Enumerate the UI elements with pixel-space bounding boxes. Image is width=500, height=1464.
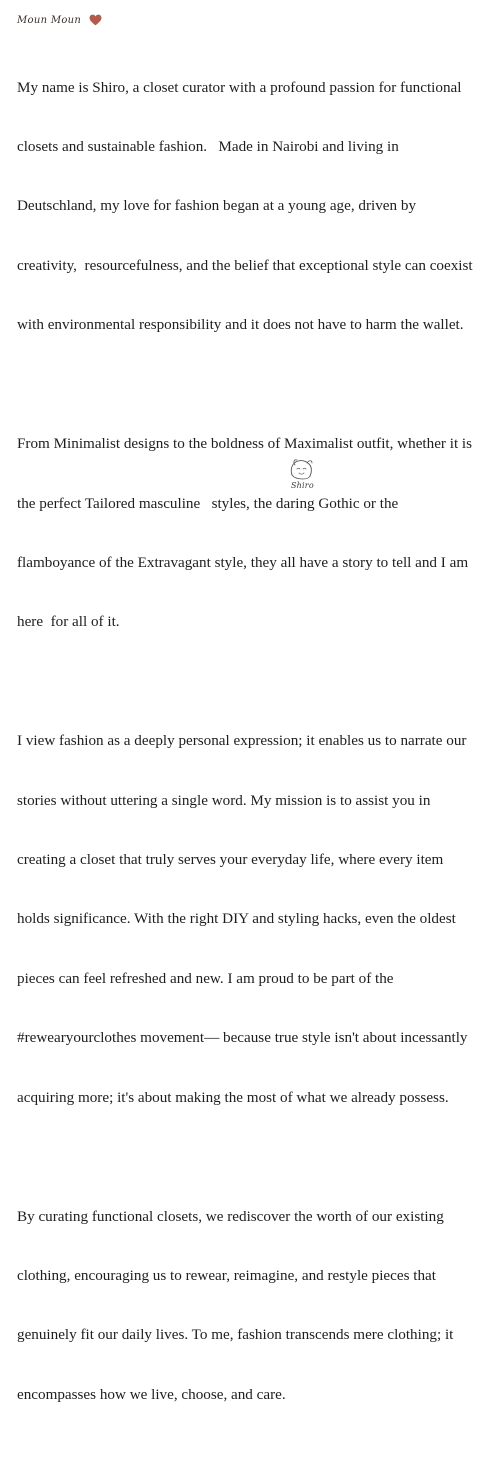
text-line: pieces can feel refreshed and new. I am proud to be part of the <box>17 969 394 987</box>
text-line: My name is Shiro, a closet curator with a profound passion for functional <box>17 78 462 96</box>
text-line: here for all of it. <box>17 613 120 631</box>
body-text <box>17 38 487 1464</box>
text-line: genuinely fit our daily lives. To me, fashion transcends mere clothing; it <box>17 1326 454 1344</box>
text-line: closets and sustainable fashion. Made in Nairobi and living in <box>17 137 399 155</box>
text-line: with environmental responsibility and it does not have to harm the wallet. <box>17 316 464 334</box>
text-line: acquiring more; it's about making the most of what we already possess. <box>17 1088 449 1106</box>
signature-doodle-icon <box>282 457 324 497</box>
text-line: From Minimalist designs to the boldness of Maximalist outfit, whether it is <box>17 435 473 453</box>
text-line: Deutschland, my love for fashion began at a young age, driven by <box>17 197 417 215</box>
header-title: Moun Moun <box>17 14 82 26</box>
text-line: the perfect Tailored masculine styles, the daring Gothic or the <box>17 494 399 512</box>
signature-label: Shiro <box>291 481 314 490</box>
text-line: creativity, resourcefulness, and the belief that exceptional style can coexist <box>17 256 473 274</box>
heart-icon <box>89 14 102 26</box>
text-line: By curating functional closets, we rediscover the worth of our existing <box>17 1207 444 1225</box>
text-line: clothing, encouraging us to rewear, reimagine, and restyle pieces that <box>17 1267 436 1285</box>
text-line: stories without uttering a single word. My mission is to assist you in <box>17 791 431 809</box>
paragraph-intro <box>17 38 487 375</box>
text-line: I view fashion as a deeply personal expression; it enables us to narrate our <box>17 732 467 750</box>
signature <box>282 457 324 497</box>
text-line: #rewearyourclothes movement— because true style isn't about incessantly <box>17 1029 468 1047</box>
paragraph-mission <box>17 692 487 1147</box>
header <box>17 10 102 30</box>
text-line: holds significance. With the right DIY and styling hacks, even the oldest <box>17 910 456 928</box>
paragraph-closing <box>17 1167 487 1444</box>
text-line: encompasses how we live, choose, and care. <box>17 1385 286 1403</box>
text-line: flamboyance of the Extravagant style, they all have a story to tell and I am <box>17 553 469 571</box>
paragraph-styles <box>17 395 487 672</box>
text-line: creating a closet that truly serves your everyday life, where every item <box>17 851 444 869</box>
